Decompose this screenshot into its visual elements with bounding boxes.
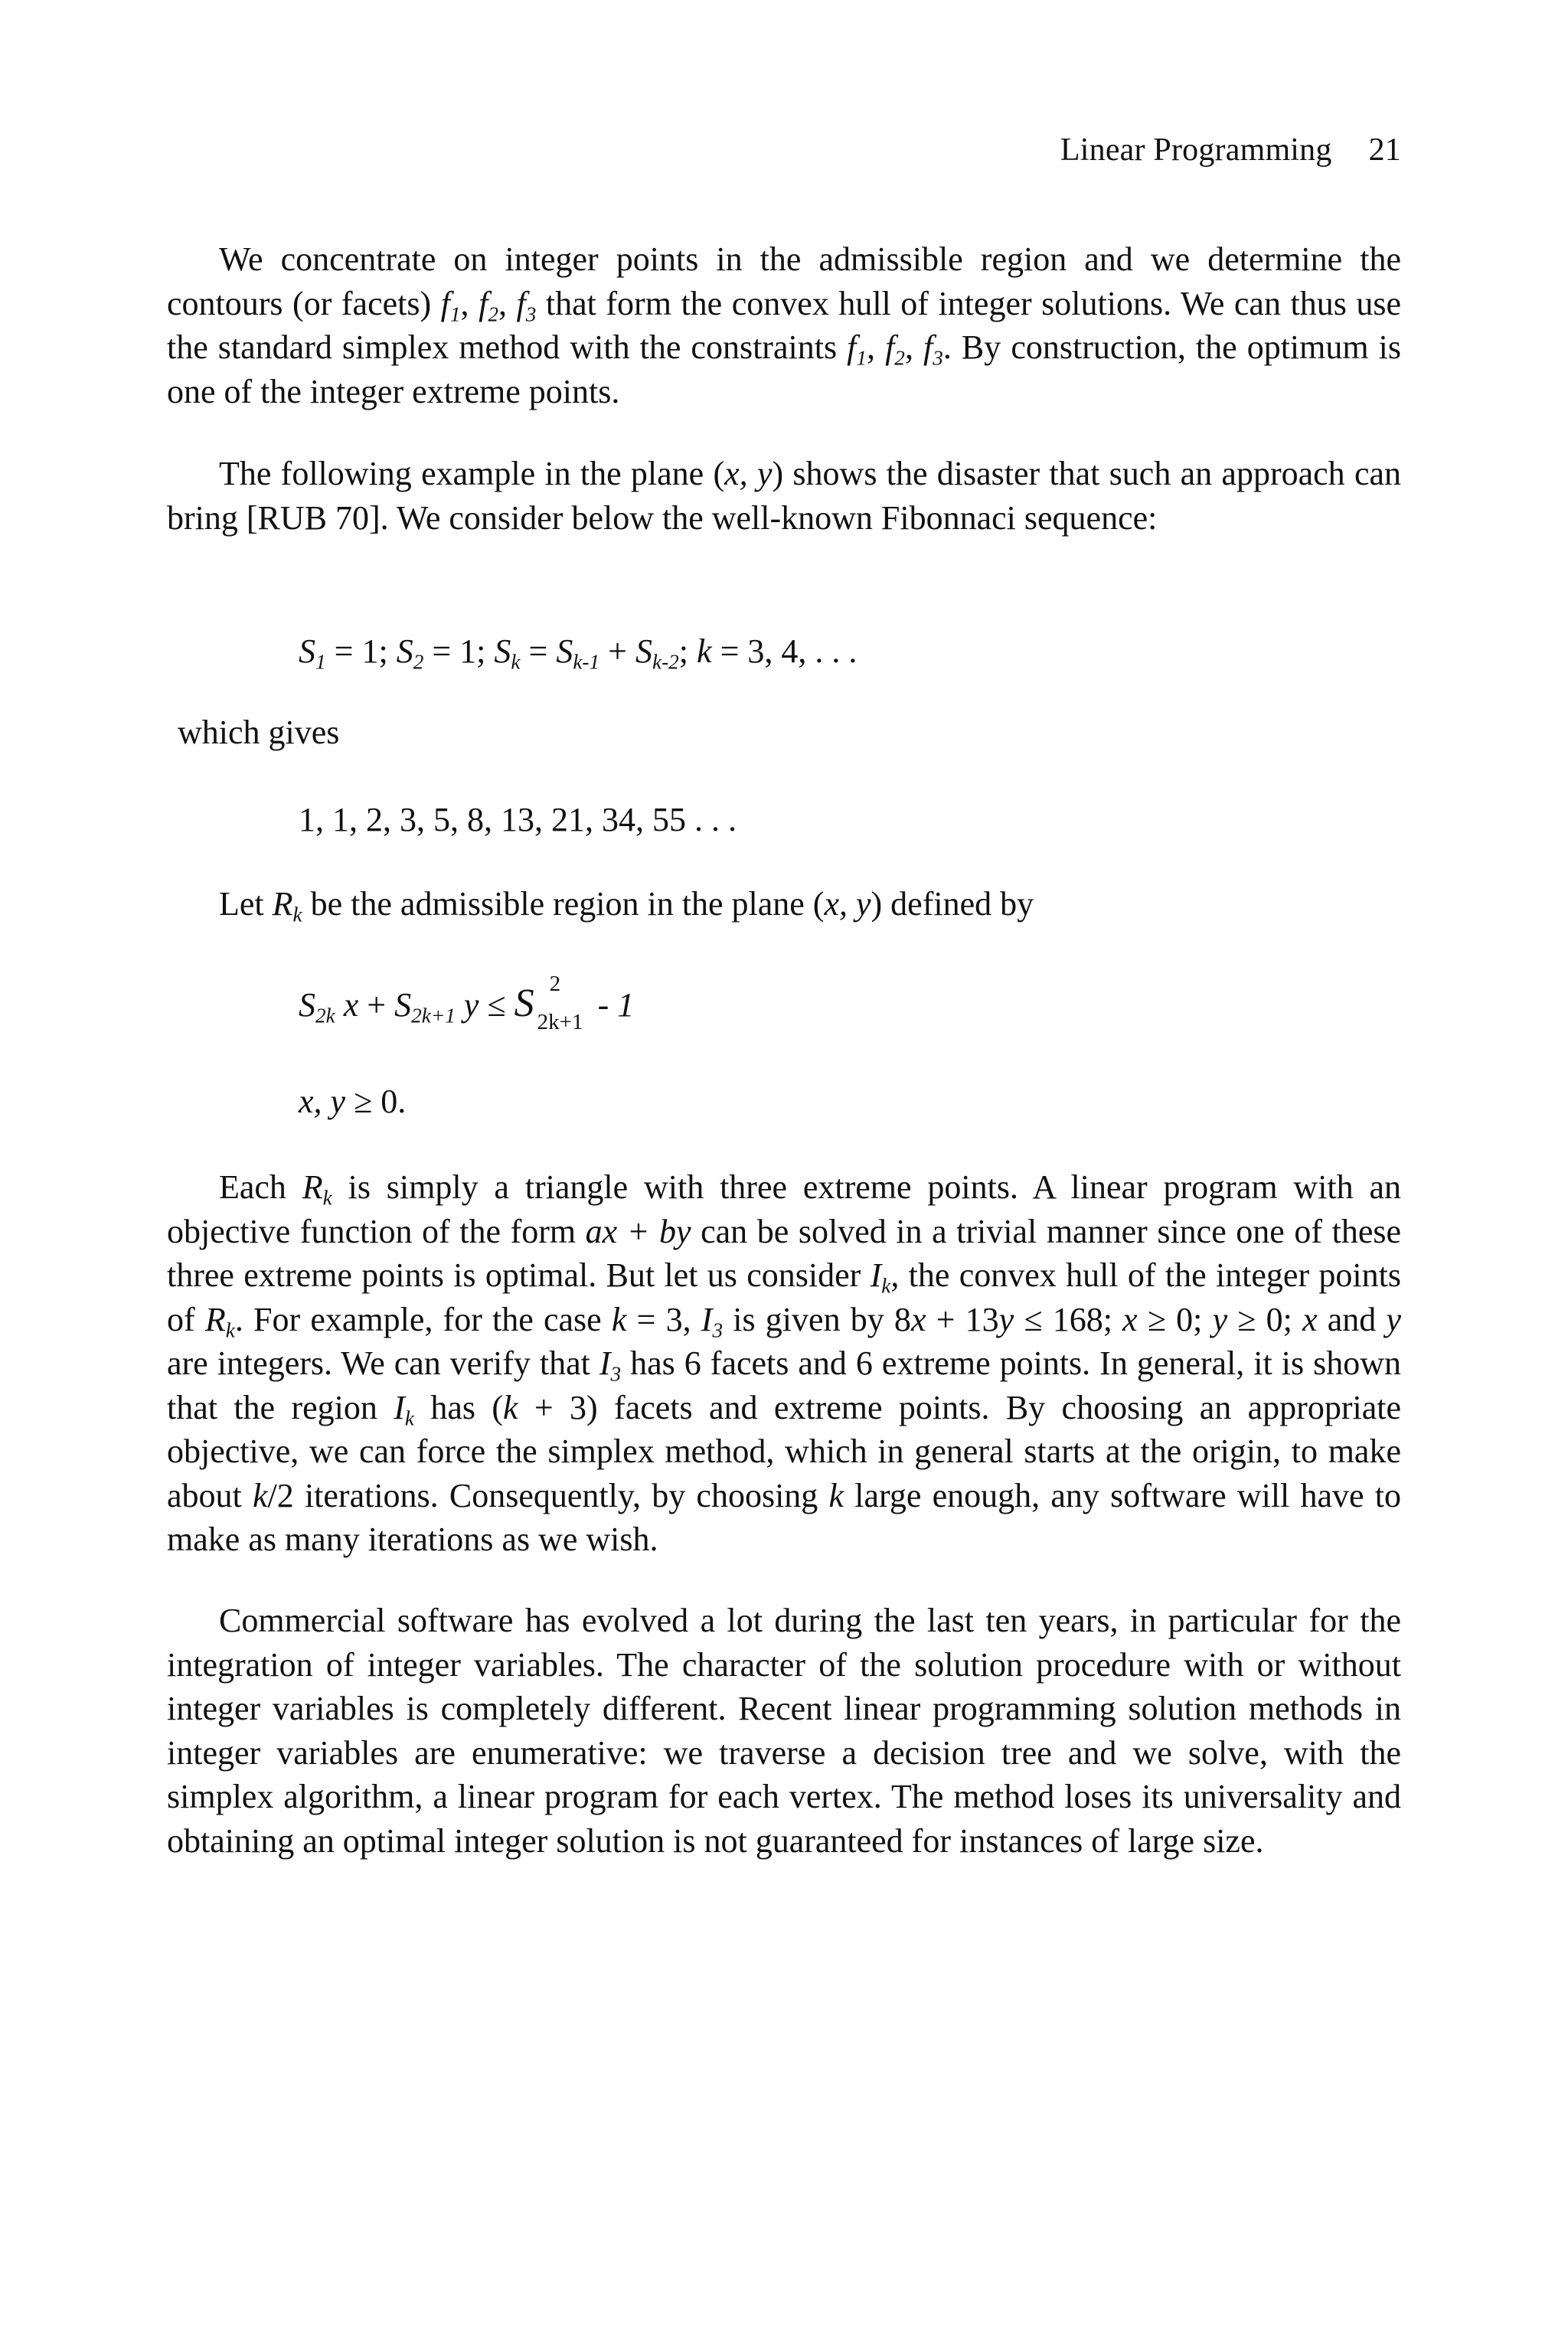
paragraph-triangle: Each $R_k$ is simply a triangle with three extreme points. A linear program with an objective function of the form ax + by can be solved in a trivial manner since one of these three extreme points is optimal. But let us consider $I_k$, the convex hull of the integer points of $R_k$. For example, for the case k = 3, $I_3$ is given by 8x + 13y ≤ 168; x ≥ 0; y ≥ 0; x and y are integers. We can verify that $I_3$ has 6 facets and 6 extreme points. In general, it is shown that the region $I_k$ has (k + 3) facets and extreme points. By choosing an appropriate objective, we can force the simplex method, which in general starts at the origin, to make about k/2 iterations. Consequently, by choosing k large enough, any software will have to make as many iterations as we wish. <box>167 1168 1402 1558</box>
paragraph-commercial-software: Commercial software has evolved a lot during the last ten years, in particular for the integration of integer variables. The character of the solution procedure with or without integer variables is completely different. Recent linear programming solution methods in integer variables are enumerative: we traverse a decision tree and we solve, with the simplex algorithm, a linear program for each vertex. The method loses its universality and obtaining an optimal integer solution is not guaranteed for instances of large size. <box>167 1602 1401 1860</box>
which-gives: which gives <box>178 714 340 751</box>
fibonacci-sequence: 1, 1, 2, 3, 5, 8, 13, 21, 34, 55 . . . <box>299 801 737 838</box>
paragraph-fibonacci-intro: The following example in the plane (x, y) shows the disaster that such an approach can bring [RUB 70]. We consider below the well-known Fibonnaci sequence: <box>167 455 1402 537</box>
running-title: Linear Programming <box>1060 132 1332 168</box>
paragraph-region-def: Let $R_k$ be the admissible region in the plane (x, y) defined by <box>219 885 1034 926</box>
equation-nonneg: x, y ≥ 0. <box>299 1083 407 1120</box>
equation-region: $S_{2k}$ $x + S_{2k+1}$ y ≤ S 2 2k+1 - 1 <box>299 972 635 1034</box>
paragraph-convex-hull: We concentrate on integer points in the admissible region and we determine the contours (or facets) $f_1$, $f_2$, $f_3$ that form the convex hull of integer solutions. We can thus use the standard simplex method with the constraints $f_1$, $f_2$, $f_3$. By construction, the optimum is one of the integer extreme points. <box>167 240 1402 410</box>
equation-fibonacci: $S_1 = 1$; $S_2 = 1$; $S_k = S_{k-1} + S_{k-2}$; k = 3, 4, . . . <box>299 632 858 674</box>
page-number: 21 <box>1368 132 1401 168</box>
running-header <box>1060 132 1401 168</box>
